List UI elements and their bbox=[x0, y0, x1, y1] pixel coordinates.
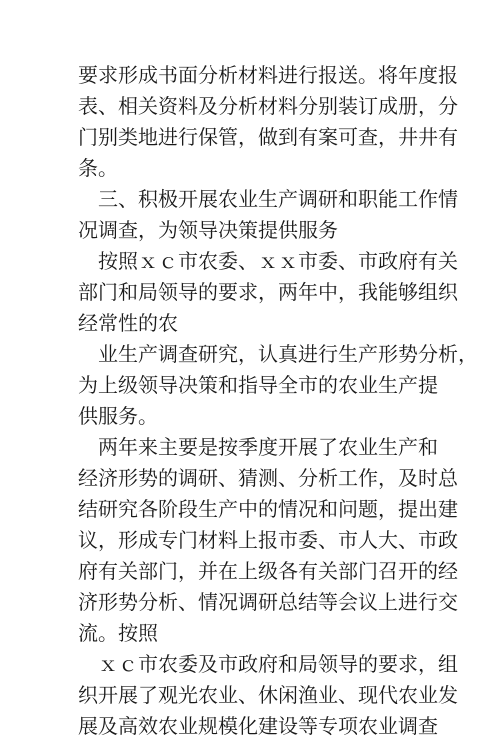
section-heading: 三、积极开展农业生产调研和职能工作情 bbox=[78, 187, 458, 211]
text-line: 经济形势的调研、猜测、分析工作，及时总 bbox=[78, 466, 458, 490]
text-line: 经常性的农 bbox=[78, 311, 178, 335]
text-line: 门别类地进行保管，做到有案可查，井井有 bbox=[78, 125, 458, 149]
text-line: 结研究各阶段生产中的情况和问题，提出建 bbox=[78, 497, 458, 521]
text-line: 按照ｘｃ市农委、ｘｘ市委、市政府有关 bbox=[78, 249, 458, 273]
text-line: 织开展了观光农业、休闲渔业、现代农业发 bbox=[78, 683, 458, 707]
text-line: 流。按照 bbox=[78, 621, 158, 645]
text-line: ｘｃ市农委及市政府和局领导的要求，组 bbox=[78, 652, 458, 676]
text-line: 业生产调查研究，认真进行生产形势分析， bbox=[78, 342, 478, 366]
text-line: 为上级领导决策和指导全市的农业生产提 bbox=[78, 373, 438, 397]
document-body bbox=[78, 60, 478, 742]
text-line: 议，形成专门材料上报市委、市人大、市政 bbox=[78, 528, 458, 552]
text-line: 济形势分析、情况调研总结等会议上进行交 bbox=[78, 590, 458, 614]
text-line: 部门和局领导的要求，两年中，我能够组织 bbox=[78, 280, 458, 304]
text-line: 两年来主要是按季度开展了农业生产和 bbox=[78, 435, 438, 459]
section-heading: 况调查，为领导决策提供服务 bbox=[78, 218, 338, 242]
text-line: 条。 bbox=[78, 156, 118, 180]
text-line: 表、相关资料及分析材料分别装订成册，分 bbox=[78, 94, 458, 118]
text-line: 府有关部门，并在上级各有关部门召开的经 bbox=[78, 559, 458, 583]
text-line: 供服务。 bbox=[78, 404, 158, 428]
text-line: 展及高效农业规模化建设等专项农业调查 bbox=[78, 714, 438, 738]
text-line: 要求形成书面分析材料进行报送。将年度报 bbox=[78, 63, 458, 87]
